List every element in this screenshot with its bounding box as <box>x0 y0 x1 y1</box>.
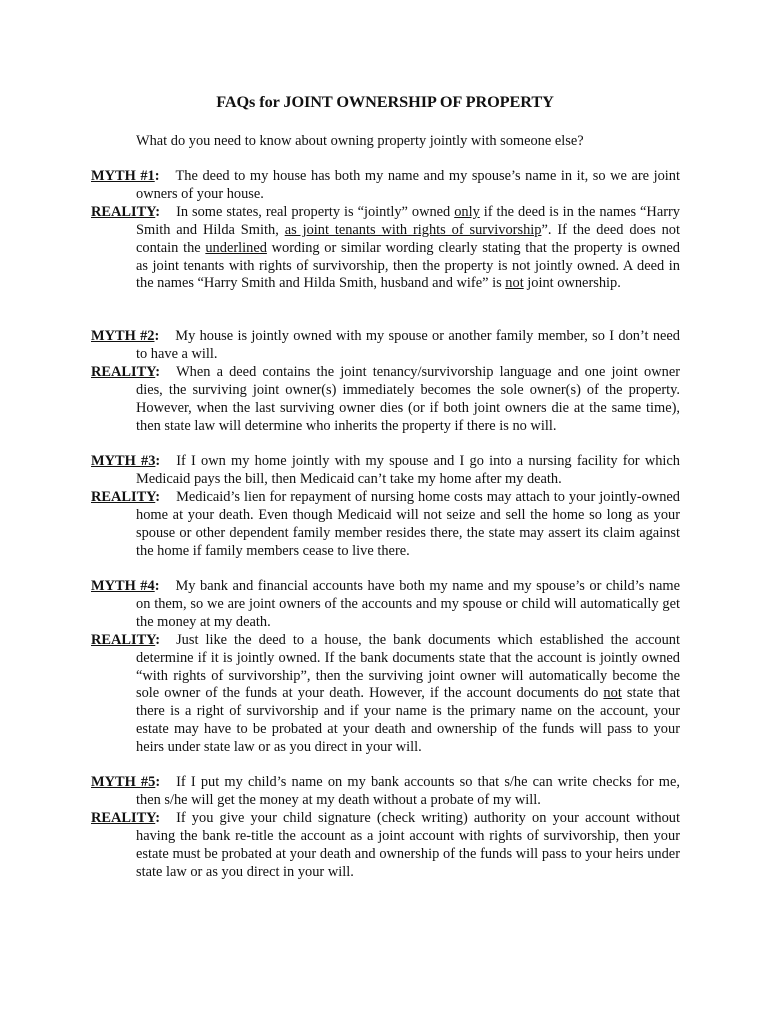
myth-4-paragraph: MYTH #4: My bank and financial accounts have both my name and my spouse’s or child’s name on them, so we are joint owners of the accounts and my spouse or child will automatically get the money at my death. <box>91 578 680 630</box>
intro-text: What do you need to know about owning property jointly with someone else? <box>136 133 584 149</box>
reality-1-paragraph: REALITY: In some states, real property is “jointly” owned only if the deed is in the names “Harry Smith and Hilda Smith, as joint tenants with rights of survivorship”. If the deed does not contain the underlined wording or similar wording clearly stating that the property is owned as joint tenants with rights of survivorship, then the property is not jointly owned. A deed in the names “Harry Smith and Hilda Smith, husband and wife” is not joint ownership. <box>91 203 680 292</box>
reality-text: Just like the deed to a house, the bank documents which established the account determine if it is jointly owned. If the bank documents state that the account is jointly owned “with rights of survivorship”, then the surviving joint owner will automatically become the sole owner of the funds at your death. However, if the account documents do <box>136 631 680 702</box>
reality-label: REALITY <box>91 631 156 648</box>
myth-text: If I own my home jointly with my spouse and I go into a nursing facility for which Medicaid pays the bill, then Medicaid can’t take my home after my death. <box>136 453 680 487</box>
myth-2-block <box>91 328 680 435</box>
underlined-phrase-joint-tenants: as joint tenants with rights of survivorship <box>284 221 542 238</box>
reality-label: REALITY <box>91 488 156 505</box>
myth-text: My bank and financial accounts have both my name and my spouse’s or child’s name on them, so we are joint owners of the accounts and my spouse or child will automatically get the money at my death. <box>136 578 680 630</box>
underlined-word-only: only <box>454 203 480 220</box>
underlined-word-not: not <box>505 275 524 292</box>
reality-label: REALITY <box>91 809 156 826</box>
reality-label: REALITY <box>91 363 156 380</box>
reality-text: ”. If the deed does not contain the <box>136 221 680 256</box>
reality-text: joint ownership. <box>523 275 621 292</box>
myth-4-block <box>91 578 680 757</box>
myth-label: MYTH #1 <box>91 168 155 184</box>
myth-3-block <box>91 453 680 560</box>
myth-text: My house is jointly owned with my spouse or another family member, so I don’t need to have a will. <box>136 328 680 362</box>
myth-5-block <box>91 774 680 881</box>
reality-text: Medicaid’s lien for repayment of nursing home costs may attach to your jointly-owned home at your death. Even though Medicaid will not seize and sell the home so long as your spouse or other dependent family member resides there, the state may assert its claim against the home if family members cease to live there. <box>136 488 680 559</box>
reality-text: state that there is a right of survivorship and if your name is the primary name on the account, your estate may have to be probated at your death and ownership of the funds will pass to your heirs under state law or as you direct in your will. <box>136 685 680 756</box>
myth-1-block <box>91 168 680 293</box>
myth-label: MYTH #3 <box>91 453 156 469</box>
reality-text: if the deed is in the names “Harry Smith and Hilda Smith, <box>136 203 680 238</box>
reality-text: When a deed contains the joint tenancy/survivorship language and one joint owner dies, the surviving joint owner(s) immediately becomes the sole owner(s) of the property. However, when the last surviving owner dies (or if both joint owners die at the same time), then state law will determine who inherits the property if there is no will. <box>136 363 680 434</box>
myth-label: MYTH #2 <box>91 328 155 344</box>
reality-label: REALITY <box>91 203 156 220</box>
reality-2-paragraph: REALITY: When a deed contains the joint tenancy/survivorship language and one joint owner dies, the surviving joint owner(s) immediately becomes the sole owner(s) of the property. However, when the last surviving owner dies (or if both joint owners die at the same time), then state law will determine who inherits the property if there is no will. <box>91 363 680 434</box>
reality-text: In some states, real property is “jointly” owned <box>176 203 455 220</box>
underlined-word-not: not <box>603 685 622 702</box>
reality-5-paragraph: REALITY: If you give your child signature (check writing) authority on your account without having the bank re-title the account as a joint account with rights of survivorship, then your estate must be probated at your death and ownership of the funds will pass to your heirs under state law or as you direct in your will. <box>91 809 680 880</box>
myth-label: MYTH #5 <box>91 774 156 790</box>
underlined-word-underlined: underlined <box>205 239 267 256</box>
reality-4-paragraph: REALITY: Just like the deed to a house, the bank documents which established the account determine if it is jointly owned. If the bank documents state that the account is jointly owned “with rights of survivorship”, then the surviving joint owner will automatically become the sole owner of the funds at your death. However, if the account documents do not state that there is a right of survivorship and if your name is the primary name on the account, your estate may have to be probated at your death and ownership of the funds will pass to your heirs under state law or as you direct in your will. <box>91 631 680 756</box>
myth-text: The deed to my house has both my name and my spouse’s name in it, so we are joint owners of your house. <box>136 168 680 202</box>
reality-text: wording or similar wording clearly stating that the property is owned as joint tenants with rights of survivorship, then the property is not jointly owned. A deed in the names “Harry Smith and Hilda Smith, husband and wife” is <box>136 239 680 292</box>
document-title: FAQs for JOINT OWNERSHIP OF PROPERTY <box>216 92 554 111</box>
myth-3-paragraph: MYTH #3: If I own my home jointly with my spouse and I go into a nursing facility for which Medicaid pays the bill, then Medicaid can’t take my home after my death. <box>91 453 680 487</box>
myth-2-paragraph: MYTH #2: My house is jointly owned with my spouse or another family member, so I don’t need to have a will. <box>91 328 680 362</box>
myth-label: MYTH #4 <box>91 578 155 594</box>
reality-3-paragraph: REALITY: Medicaid’s lien for repayment of nursing home costs may attach to your jointly-owned home at your death. Even though Medicaid will not seize and sell the home so long as your spouse or other dependent family member resides there, the state may assert its claim against the home if family members cease to live there. <box>91 488 680 559</box>
myth-5-paragraph: MYTH #5: If I put my child’s name on my bank accounts so that s/he can write checks for me, then s/he will get the money at my death without a probate of my will. <box>91 774 680 808</box>
myth-text: If I put my child’s name on my bank accounts so that s/he can write checks for me, then s/he will get the money at my death without a probate of my will. <box>136 774 680 808</box>
myth-1-paragraph: MYTH #1: The deed to my house has both my name and my spouse’s name in it, so we are joint owners of your house. <box>91 168 680 202</box>
reality-text: If you give your child signature (check writing) authority on your account without having the bank re-title the account as a joint account with rights of survivorship, then your estate must be probated at your death and ownership of the funds will pass to your heirs under state law or as you direct in your will. <box>136 809 680 880</box>
